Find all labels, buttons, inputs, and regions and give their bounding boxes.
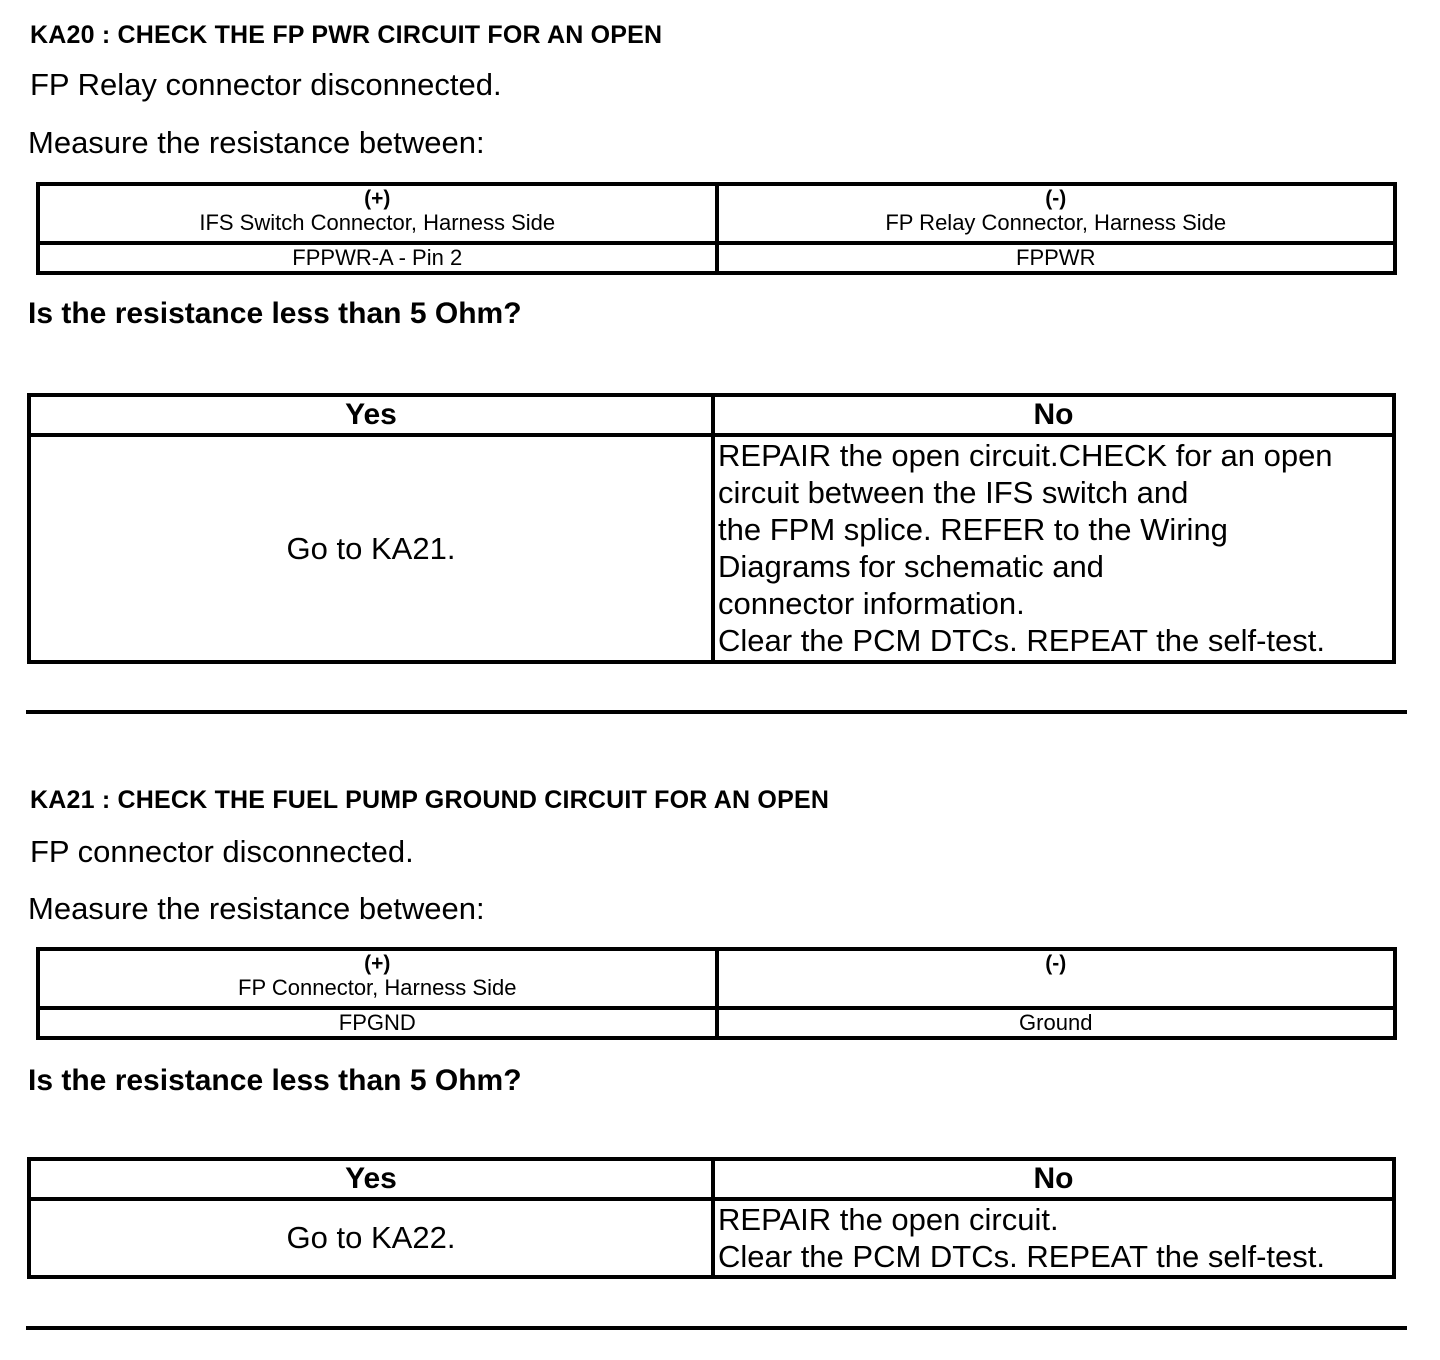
instruction-text-ka20: Measure the resistance between: bbox=[28, 125, 485, 160]
question-text-ka20: Is the resistance less than 5 Ohm? bbox=[28, 297, 522, 330]
no-answer-cell bbox=[713, 435, 1394, 662]
plus-symbol: (+) bbox=[364, 952, 391, 975]
no-answer-line: Diagrams for schematic and bbox=[718, 549, 1104, 584]
minus-connector-label: FP Relay Connector, Harness Side bbox=[885, 210, 1227, 235]
section-divider bbox=[26, 1326, 1407, 1330]
measure-table-ka21 bbox=[36, 947, 1397, 1040]
plus-connector-label: IFS Switch Connector, Harness Side bbox=[199, 210, 556, 235]
minus-connector-cell bbox=[717, 184, 1396, 243]
plus-connector-cell bbox=[38, 949, 717, 1008]
minus-connector-cell bbox=[717, 949, 1396, 1008]
yes-header: Yes bbox=[29, 395, 713, 435]
answer-table-ka20 bbox=[27, 393, 1396, 664]
plus-symbol: (+) bbox=[364, 187, 391, 210]
minus-pin-cell: FPPWR bbox=[717, 243, 1396, 273]
plus-pin-cell: FPPWR-A - Pin 2 bbox=[38, 243, 717, 273]
minus-pin-cell: Ground bbox=[717, 1008, 1396, 1038]
instruction-text-ka21: Measure the resistance between: bbox=[28, 891, 485, 926]
minus-symbol: (-) bbox=[1045, 952, 1067, 975]
no-header: No bbox=[713, 1159, 1394, 1199]
no-answer-line: circuit between the IFS switch and bbox=[718, 475, 1189, 510]
no-answer-line: Clear the PCM DTCs. REPEAT the self-test. bbox=[718, 623, 1325, 658]
yes-header: Yes bbox=[29, 1159, 713, 1199]
no-answer-line: the FPM splice. REFER to the Wiring bbox=[718, 512, 1228, 547]
plus-pin-cell: FPGND bbox=[38, 1008, 717, 1038]
answer-table-ka21 bbox=[27, 1157, 1396, 1279]
no-answer-cell bbox=[713, 1199, 1394, 1277]
condition-text-ka20: FP Relay connector disconnected. bbox=[30, 67, 502, 102]
measure-table-ka20 bbox=[36, 182, 1397, 275]
no-header: No bbox=[713, 395, 1394, 435]
question-text-ka21: Is the resistance less than 5 Ohm? bbox=[28, 1064, 522, 1097]
no-answer-line: REPAIR the open circuit. bbox=[718, 1202, 1059, 1237]
no-answer-line: Clear the PCM DTCs. REPEAT the self-test. bbox=[718, 1239, 1325, 1274]
section-heading-ka21: KA21 : CHECK THE FUEL PUMP GROUND CIRCUIT FOR AN OPEN bbox=[30, 786, 830, 814]
condition-text-ka21: FP connector disconnected. bbox=[30, 834, 414, 869]
yes-answer-cell: Go to KA21. bbox=[29, 435, 713, 662]
yes-answer-cell: Go to KA22. bbox=[29, 1199, 713, 1277]
plus-connector-cell bbox=[38, 184, 717, 243]
section-divider bbox=[26, 710, 1407, 714]
section-heading-ka20: KA20 : CHECK THE FP PWR CIRCUIT FOR AN OPEN bbox=[30, 21, 663, 49]
plus-connector-label: FP Connector, Harness Side bbox=[238, 975, 517, 1000]
no-answer-line: REPAIR the open circuit.CHECK for an open bbox=[718, 438, 1333, 473]
no-answer-line: connector information. bbox=[718, 586, 1025, 621]
minus-symbol: (-) bbox=[1045, 187, 1067, 210]
